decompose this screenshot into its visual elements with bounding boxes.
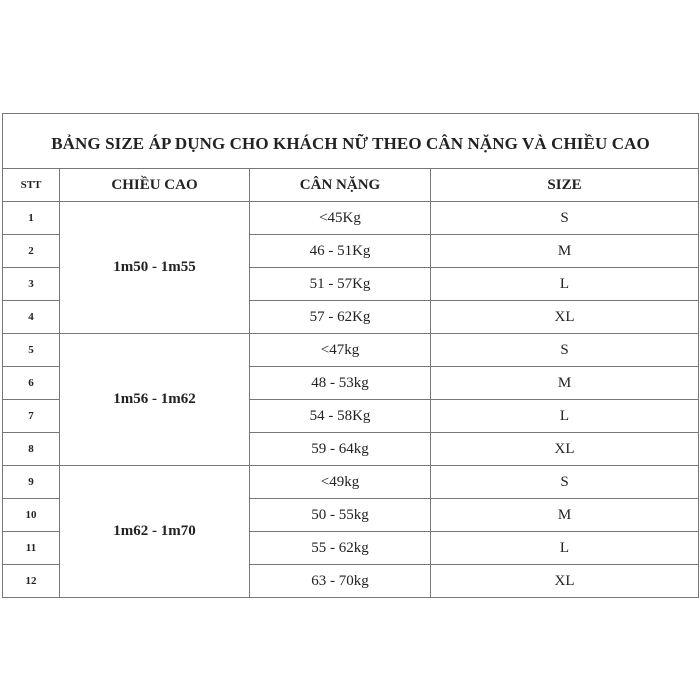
- weight-range-cell: 51 - 57Kg: [250, 268, 431, 301]
- row-number: 4: [3, 301, 60, 334]
- weight-range-cell: 63 - 70kg: [250, 565, 431, 598]
- row-number: 1: [3, 202, 60, 235]
- weight-range-cell: 57 - 62Kg: [250, 301, 431, 334]
- height-range-cell: 1m50 - 1m55: [60, 202, 250, 334]
- column-header-size: SIZE: [431, 169, 699, 202]
- weight-range-cell: 54 - 58Kg: [250, 400, 431, 433]
- size-chart-table: [2, 113, 699, 598]
- size-cell: M: [431, 367, 699, 400]
- row-number: 11: [3, 532, 60, 565]
- row-number: 9: [3, 466, 60, 499]
- size-cell: S: [431, 202, 699, 235]
- size-cell: XL: [431, 301, 699, 334]
- height-range-cell: 1m56 - 1m62: [60, 334, 250, 466]
- row-number: 2: [3, 235, 60, 268]
- size-cell: M: [431, 235, 699, 268]
- size-cell: S: [431, 466, 699, 499]
- weight-range-cell: 59 - 64kg: [250, 433, 431, 466]
- table-title: BẢNG SIZE ÁP DỤNG CHO KHÁCH NỮ THEO CÂN NẶNG VÀ CHIỀU CAO: [3, 114, 699, 169]
- column-header-stt: STT: [3, 169, 60, 202]
- row-number: 12: [3, 565, 60, 598]
- table-row: [3, 466, 699, 499]
- size-cell: XL: [431, 565, 699, 598]
- table-row: [3, 202, 699, 235]
- size-cell: M: [431, 499, 699, 532]
- row-number: 5: [3, 334, 60, 367]
- weight-range-cell: 46 - 51Kg: [250, 235, 431, 268]
- size-cell: L: [431, 532, 699, 565]
- row-number: 10: [3, 499, 60, 532]
- height-range-cell: 1m62 - 1m70: [60, 466, 250, 598]
- size-cell: XL: [431, 433, 699, 466]
- weight-range-cell: 55 - 62kg: [250, 532, 431, 565]
- weight-range-cell: 48 - 53kg: [250, 367, 431, 400]
- weight-range-cell: <47kg: [250, 334, 431, 367]
- weight-range-cell: 50 - 55kg: [250, 499, 431, 532]
- row-number: 6: [3, 367, 60, 400]
- table-body: [3, 202, 699, 598]
- size-cell: L: [431, 268, 699, 301]
- column-header-weight: CÂN NẶNG: [250, 169, 431, 202]
- column-header-height: CHIỀU CAO: [60, 169, 250, 202]
- row-number: 7: [3, 400, 60, 433]
- row-number: 8: [3, 433, 60, 466]
- weight-range-cell: <49kg: [250, 466, 431, 499]
- size-cell: L: [431, 400, 699, 433]
- size-cell: S: [431, 334, 699, 367]
- row-number: 3: [3, 268, 60, 301]
- table-row: [3, 334, 699, 367]
- weight-range-cell: <45Kg: [250, 202, 431, 235]
